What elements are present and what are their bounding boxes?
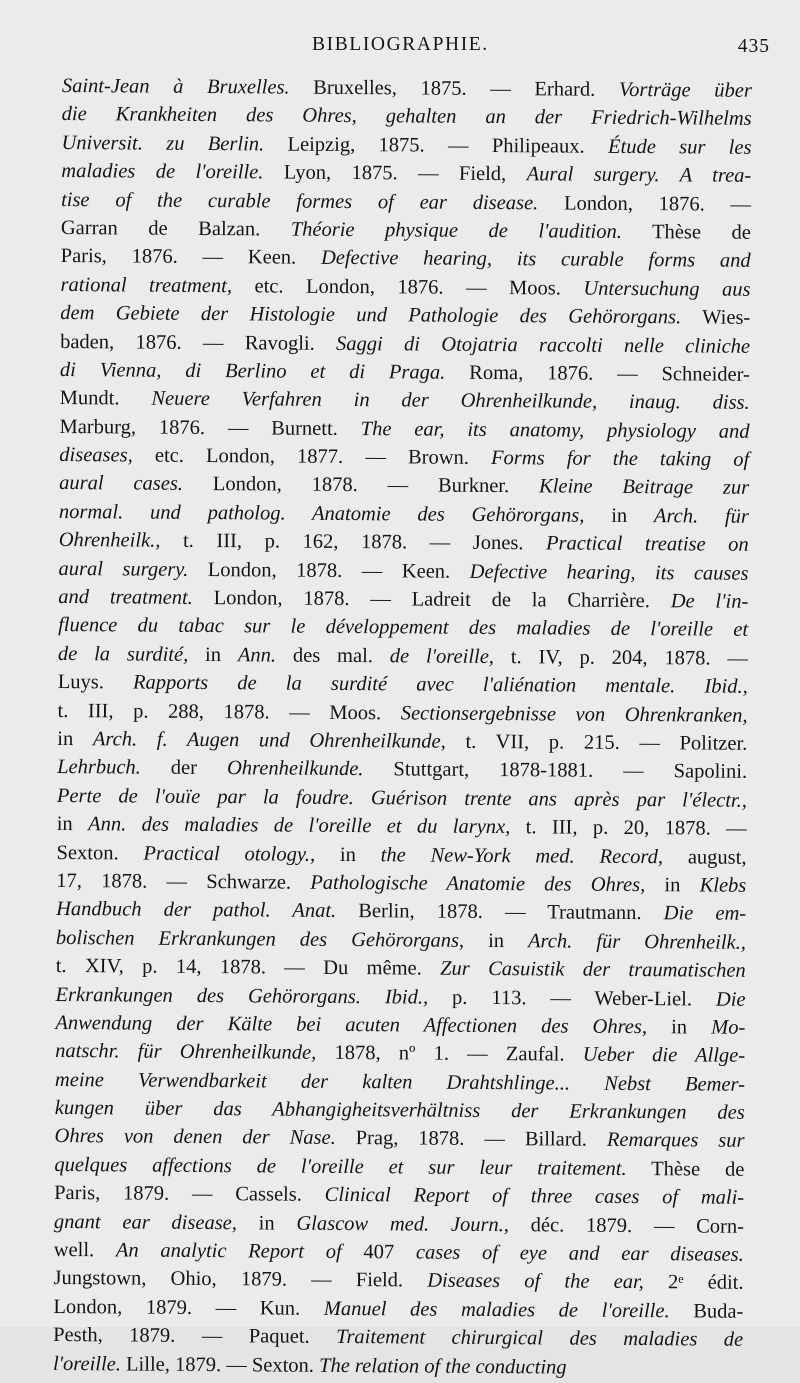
italic-segment: Théorie physique de l'audition. [290,218,622,243]
text-segment: t. III, p. 288, 1878. — Moos. [57,699,401,724]
text-segment: 2ᵉ édit. [643,1271,744,1295]
italic-segment: Remarques sur [606,1129,745,1153]
text-line [59,469,749,502]
italic-segment: Die em- [663,902,747,926]
italic-segment: An analytic Report of [115,1239,342,1263]
italic-segment: Ohrenheilkunde. [226,757,364,781]
italic-segment: the New-York med. Record, [380,843,664,868]
italic-segment: Lehrbuch. [57,756,141,779]
italic-segment: Universit. zu Berlin. [61,131,265,156]
text-segment: Pesth, 1879. — Paquet. [53,1324,337,1349]
italic-segment: di Vienna, di Berlino et di Praga. [59,358,446,384]
italic-segment: Pathologische Anatomie des Ohres, [310,871,646,897]
italic-segment: Ohres von denen der Nase. [54,1125,336,1150]
italic-segment: Erkrankungen des Gehörorgans. Ibid., [55,983,429,1009]
italic-segment: rational treatment, [60,273,233,297]
text-segment: Lyon, 1875. — Field, [263,161,527,186]
italic-segment: Forms for the taking of [490,447,750,471]
italic-segment: Neuere Verfahren in der Ohrenheilkunde, inaug. diss. [151,387,750,415]
text-segment: London, 1878. — Keen. [188,558,470,583]
italic-segment: Ann. [237,644,277,667]
running-title: BIBLIOGRAPHIE. [312,34,489,55]
text-segment: Paris, 1879. — Cassels. [54,1182,325,1207]
italic-segment: Kleine Beitrage zur [538,475,750,500]
text-segment: in [57,727,94,751]
italic-segment: Ann. des maladies de l'oreille et du larynx, [88,813,511,839]
text-line [56,952,746,985]
text-segment: in [315,843,381,866]
text-segment: p. 113. — Weber-Liel. [428,986,717,1011]
text-line [59,526,749,559]
text-segment: Sexton. [56,841,144,865]
italic-segment: normal. und patholog. Anatomie des Gehörorgans, [58,500,585,527]
text-segment: Jungstown, Ohio, 1879. — Field. [53,1267,428,1292]
text-line [53,1264,743,1297]
text-segment: etc. London, 1877. — Brown. [132,444,492,470]
text-line [62,100,752,133]
italic-segment: fluence du tabac sur le développement des maladies de l'oreille et [58,614,749,642]
text-line [60,299,750,332]
italic-segment: Ueber die Allge- [582,1043,746,1068]
text-segment: Berlin, 1878. — Trautmann. [336,900,664,925]
italic-segment: Étude sur les [607,135,752,159]
text-line [53,1350,743,1383]
italic-segment: natschr. für Ohrenheilkunde, [55,1040,317,1065]
text-line [58,668,748,701]
text-line [56,895,746,928]
italic-segment: tise of the curable formes of ear disease. [61,188,539,214]
text-segment: etc. London, 1876. — Moos. [231,274,584,300]
text-segment: t. III, p. 162, 1878. — Jones. [160,529,547,555]
text-segment: déc. 1879. — Corn- [508,1213,745,1238]
italic-segment: de la surdité, [57,642,189,666]
text-segment: in [584,504,655,528]
italic-segment: Anwendung der Kälte bei acuten Affectionen des Ohres, [55,1011,648,1038]
text-segment: in [236,1211,297,1235]
text-segment: in [645,874,700,897]
italic-segment: Arch. für [653,505,749,528]
italic-segment: Sectionsergebnisse von Ohrenkranken, [400,701,748,727]
text-segment: des mal. [275,644,390,668]
text-segment: Prag, 1878. — Billard. [335,1127,607,1152]
text-line [57,753,747,786]
text-line [54,1122,744,1155]
text-line [61,242,751,275]
text-segment: Stuttgart, 1878-1881. — Sapolini. [363,758,748,784]
italic-segment: The relation of the conducting [319,1354,567,1379]
italic-segment: diseases, [59,444,133,467]
italic-segment: meine Verwendbarkeit der kalten Drahtshlinge... Nebst Bemer- [54,1068,746,1096]
italic-segment: Defective hearing, its curable forms and [320,247,751,273]
text-line [57,810,747,843]
text-line [53,1321,743,1354]
italic-segment: Arch. f. Augen und Ohrenheilkunde, [92,728,446,753]
italic-segment: Practical otology., [143,842,316,866]
bibliography-text [53,72,752,1383]
text-segment: Roma, 1876. — Schneider- [445,361,750,386]
italic-segment: Mo- [711,1016,746,1039]
text-segment: Paris, 1876. — Keen. [60,245,322,270]
text-segment: t. IV, p. 204, 1878. — [493,645,748,670]
text-segment: in [464,929,529,952]
text-segment: t. XIV, p. 14, 1878. — Du même. [55,955,441,980]
italic-segment: Rapports de la surdité avec l'aliénation mentale. Ibid., [132,671,748,699]
text-segment: baden, 1876. — Ravogli. [60,330,337,355]
italic-segment: gnant ear disease, [53,1210,238,1234]
italic-segment: dem Gebiete der Histologie und Pathologie des Gehörorgans. [60,302,682,329]
italic-segment: kungen über das Abhangigheitsverhältniss der Erkrankungen des [54,1097,745,1124]
italic-segment: De l'in- [670,590,749,613]
italic-segment: The ear, its anatomy, physiology and [360,417,750,443]
text-segment: 1878, nº 1. — Zaufal. [316,1042,583,1066]
text-segment: Thèse de [626,1157,745,1181]
text-segment: in [646,1015,712,1039]
text-segment: Luys. [57,671,134,694]
text-segment: in [56,813,89,836]
italic-segment: Handbuch der pathol. Anat. [56,898,337,923]
text-segment: London, 1878. — Ladreit de la Charrière. [192,586,671,613]
text-line [61,157,751,190]
text-segment: Marburg, 1876. — Burnett. [59,415,361,440]
text-segment: Leipzig, 1875. — Philipeaux. [264,133,609,158]
italic-segment: Aural surgery. A trea- [526,163,752,187]
text-segment: 407 [341,1240,417,1264]
text-segment: Thèse de [621,220,751,244]
text-segment: der [140,756,228,780]
text-segment: in [188,643,238,667]
text-segment: Wies- [681,306,751,329]
italic-segment: aural surgery. [58,557,189,581]
text-line [55,1037,745,1070]
text-segment: Buda- [669,1300,744,1323]
text-segment: London, 1878. — Burkner. [182,473,540,498]
italic-segment: Ohrenheilk., [58,529,161,552]
italic-segment: Saint-Jean à Bruxelles. [61,74,290,99]
italic-segment: Saggi di Otojatria raccolti nelle cliniche [336,332,751,358]
text-line [58,611,748,644]
italic-segment: Vorträge über [618,78,752,102]
text-segment: Garran de Balzan. [60,216,291,241]
italic-segment: Practical treatise on [545,532,749,557]
italic-segment: Glascow med. Journ., [296,1212,510,1236]
italic-segment: Traitement chirurgical des maladies de [336,1326,744,1351]
text-segment: t. III, p. 20, 1878. — [510,816,747,840]
italic-segment: Clinical Report of three cases of mali- [324,1184,745,1210]
italic-segment: and treatment. [58,586,193,609]
italic-segment: Defective hearing, its causes [469,560,749,585]
page-number: 435 [737,36,770,57]
italic-segment: Perte de l'ouïe par la foudre. Guérison trente ans après par l'électr., [56,784,748,812]
text-segment: Bruxelles, 1875. — Erhard. [289,76,620,101]
italic-segment: Diseases of the ear, [427,1269,644,1294]
text-segment: well. [53,1238,117,1262]
italic-segment: cases of eye and ear diseases. [415,1241,744,1266]
italic-segment: Manuel des maladies de l'oreille. [323,1297,670,1323]
italic-segment: Die [715,988,746,1011]
text-segment: Lille, 1879. — Sexton. [120,1353,320,1377]
text-line [54,1179,744,1212]
text-segment: 17, 1878. — Schwarze. [56,869,311,894]
page-header [62,30,770,70]
text-segment: London, 1876. — [538,191,752,216]
italic-segment: Arch. für Ohrenheilk., [527,929,747,954]
text-segment: London, 1879. — Kun. [53,1295,324,1320]
italic-segment: Klebs [699,874,747,897]
italic-segment: bolischen Erkrankungen des Gehörorgans, [55,926,465,952]
italic-segment: die Krankheiten des Ohres, gehalten an der Friedrich-Wilhelms [61,103,752,131]
text-segment: t. VII, p. 215. — Politzer. [445,730,748,755]
italic-segment: de l'oreille, [389,645,495,668]
italic-segment: Untersuchung aus [583,277,751,301]
italic-segment: Zur Casuistik der traumatischen [440,957,746,982]
text-segment: Mundt. [59,387,152,410]
italic-segment: aural cases. [59,472,184,496]
italic-segment: quelques affections de l'oreille et sur leur traitement. [54,1153,627,1180]
text-segment: august, [662,845,747,869]
italic-segment: l'oreille. [52,1352,122,1376]
text-line [60,384,750,417]
italic-segment: maladies de l'oreille. [61,160,264,184]
